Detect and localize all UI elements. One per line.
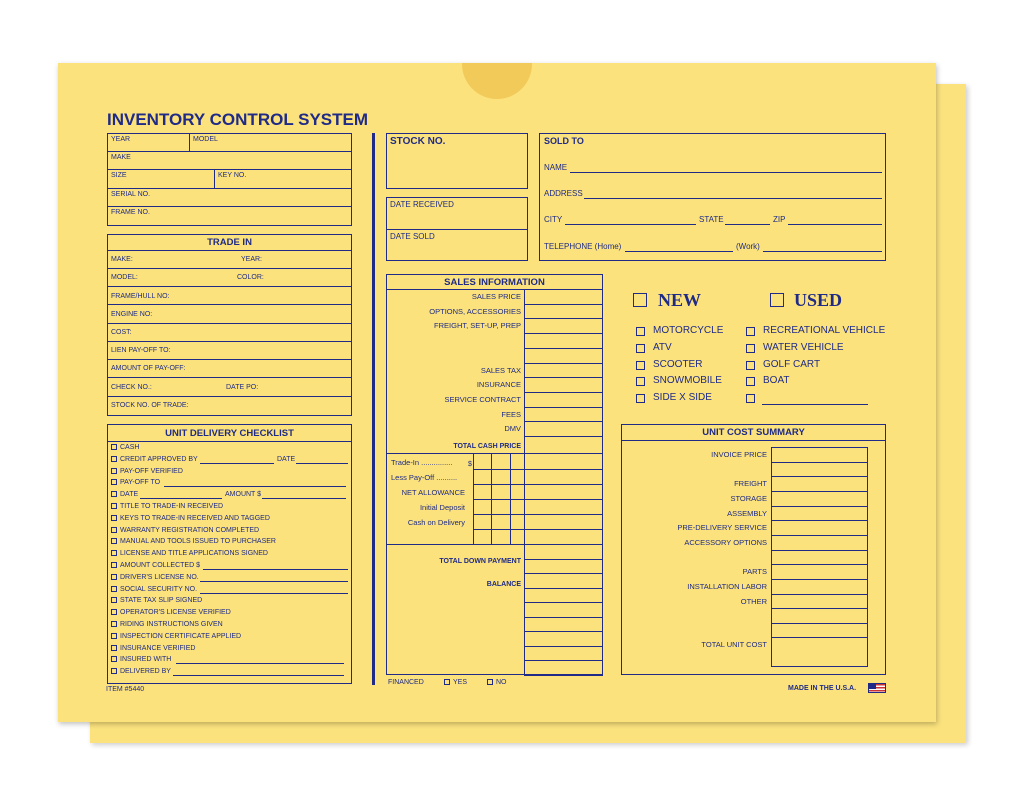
stock-no-label: STOCK NO. [390, 136, 446, 147]
checklist-item[interactable]: INSPECTION CERTIFICATE APPLIED [111, 633, 241, 640]
checklist-amount-inline: AMOUNT $ [225, 491, 262, 499]
vehicle-type-checkbox[interactable] [746, 394, 755, 403]
fill-line[interactable] [200, 593, 348, 594]
sales-row-label: OPTIONS, ACCESSORIES [429, 306, 521, 316]
checkbox[interactable] [111, 456, 117, 462]
trade-model-label: MODEL: [111, 274, 138, 281]
financed-label: FINANCED [388, 679, 424, 686]
checklist-item[interactable]: RIDING INSTRUCTIONS GIVEN [111, 621, 223, 628]
checkbox[interactable] [111, 574, 117, 580]
sold-phone-home-label: TELEPHONE (Home) [544, 242, 622, 251]
fill-line[interactable] [200, 581, 348, 582]
fill-line[interactable] [296, 463, 348, 464]
checkbox[interactable] [111, 562, 117, 568]
vehicle-type-checkbox[interactable] [746, 327, 755, 336]
cost-row-label: INVOICE PRICE [711, 450, 767, 459]
checkbox[interactable] [111, 550, 117, 556]
fill-line[interactable] [173, 675, 344, 676]
sales-row-label: DMV [504, 424, 521, 434]
trade-date-po-label: DATE PO: [226, 384, 259, 391]
trade-row-label: Initial Deposit [419, 503, 465, 512]
fill-line[interactable] [203, 569, 348, 570]
size-label: SIZE [111, 172, 127, 179]
vehicle-type-checkbox[interactable] [636, 361, 645, 370]
sold-state-label: STATE [699, 215, 724, 224]
dollar-sign: $ [468, 461, 472, 468]
checkbox[interactable] [111, 468, 117, 474]
checkbox[interactable] [111, 668, 117, 674]
trade-row-label: Cash on Delivery [407, 518, 465, 527]
checklist-item[interactable]: MANUAL AND TOOLS ISSUED TO PURCHASER [111, 538, 276, 545]
serial-no-label: SERIAL NO. [111, 191, 151, 198]
checklist-item[interactable]: LICENSE AND TITLE APPLICATIONS SIGNED [111, 550, 268, 557]
sold-to-heading: SOLD TO [544, 136, 584, 146]
sold-address-label: ADDRESS [544, 189, 583, 198]
trade-row-label: NET ALLOWANCE [401, 488, 465, 497]
cost-row-label: ASSEMBLY [727, 508, 767, 518]
checklist-item[interactable]: STATE TAX SLIP SIGNED [111, 597, 202, 604]
checklist-item[interactable]: CASH [111, 444, 139, 451]
vehicle-type-checkbox[interactable] [636, 344, 645, 353]
trade-engine-label: ENGINE NO: [111, 311, 153, 318]
used-label: USED [794, 290, 843, 310]
cost-row-label: INSTALLATION LABOR [687, 581, 767, 591]
checklist-item[interactable]: TITLE TO TRADE-IN RECEIVED [111, 503, 223, 510]
new-label: NEW [658, 290, 702, 310]
trade-year-label: YEAR: [241, 256, 263, 263]
sold-phone-work-label: (Work) [736, 242, 760, 251]
make-label: MAKE [111, 154, 131, 161]
vehicle-type-label: BOAT [763, 375, 790, 387]
trade-check-label: CHECK NO.: [111, 384, 152, 391]
made-in-usa: MADE IN THE U.S.A. [788, 685, 857, 692]
sold-name-label: NAME [544, 163, 568, 172]
checkbox[interactable] [111, 633, 117, 639]
trade-stock-label: STOCK NO. OF TRADE: [111, 402, 189, 409]
sales-row-label: FEES [501, 409, 521, 419]
trade-cost-label: COST: [111, 329, 132, 336]
checklist-date-inline: DATE [277, 455, 296, 463]
checkbox[interactable] [111, 491, 117, 497]
item-number: ITEM #5440 [106, 686, 145, 693]
unit-cost-heading: UNIT COST SUMMARY [702, 427, 805, 438]
checkbox[interactable] [111, 609, 117, 615]
checklist-item[interactable]: PAY-OFF TO [111, 479, 160, 486]
cost-row-label: OTHER [740, 596, 767, 606]
checkbox[interactable] [111, 527, 117, 533]
trade-in-heading: TRADE IN [207, 237, 252, 248]
sold-zip-label: ZIP [773, 215, 786, 224]
financed-no-option[interactable]: NO [487, 679, 507, 686]
checklist-item[interactable]: INSURANCE VERIFIED [111, 645, 195, 652]
fill-line[interactable] [164, 486, 346, 487]
vehicle-type-checkbox[interactable] [746, 361, 755, 370]
vehicle-type-checkbox[interactable] [636, 327, 645, 336]
checklist-item[interactable]: SOCIAL SECURITY NO. [111, 586, 197, 593]
checklist-item[interactable]: CREDIT APPROVED BY [111, 456, 198, 463]
vehicle-type-label: SCOOTER [653, 358, 703, 370]
unit-cost-column [771, 447, 868, 667]
cost-row-label: TOTAL UNIT COST [701, 640, 767, 650]
trade-row-label: Less Pay-Off .......... [391, 473, 458, 482]
checkbox[interactable] [111, 586, 117, 592]
cost-row-label: PRE-DELIVERY SERVICE [677, 523, 767, 533]
center-divider [372, 133, 375, 685]
checklist-heading: UNIT DELIVERY CHECKLIST [165, 428, 294, 439]
cost-row-label: PARTS [742, 567, 767, 577]
financed-yes-option[interactable]: YES [444, 679, 467, 686]
checklist-item[interactable]: AMOUNT COLLECTED $ [111, 562, 200, 569]
checklist-item[interactable]: DELIVERED BY [111, 668, 171, 675]
vehicle-type-label: SIDE X SIDE [653, 392, 712, 404]
vehicle-type-label: MOTORCYCLE [653, 325, 724, 336]
checkbox[interactable] [111, 515, 117, 521]
vehicle-type-label: ATV [653, 341, 672, 353]
vehicle-type-label: SNOWMOBILE [653, 375, 722, 387]
fill-line[interactable] [176, 663, 344, 664]
checklist-item[interactable]: KEYS TO TRADE-IN RECEIVED AND TAGGED [111, 515, 270, 522]
checkbox[interactable] [111, 444, 117, 450]
date-received-label: DATE RECEIVED [390, 200, 454, 209]
vehicle-type-checkbox[interactable] [636, 377, 645, 386]
trade-color-label: COLOR: [237, 274, 264, 281]
vehicle-type-checkbox[interactable] [746, 344, 755, 353]
sold-city-label: CITY [544, 215, 563, 224]
checkbox[interactable] [111, 479, 117, 485]
checkbox[interactable] [111, 597, 117, 603]
vehicle-type-label: WATER VEHICLE [763, 341, 844, 353]
sales-row-label: INSURANCE [476, 380, 521, 390]
vehicle-type-label: RECREATIONAL VEHICLE [763, 325, 886, 336]
fill-line[interactable] [200, 463, 274, 464]
trade-amount-label: AMOUNT OF PAY-OFF: [111, 365, 186, 372]
trade-row-label: Trade-In ............... [391, 458, 453, 467]
checkbox[interactable] [111, 538, 117, 544]
trade-lien-label: LIEN PAY-OFF TO: [111, 347, 171, 354]
vehicle-type-checkbox[interactable] [746, 377, 755, 386]
total-down-payment-label: TOTAL DOWN PAYMENT [439, 558, 521, 565]
sales-row-label: SALES TAX [480, 365, 521, 375]
vehicle-type-label: GOLF CART [763, 358, 821, 370]
balance-label: BALANCE [486, 581, 521, 588]
checklist-item[interactable]: WARRANTY REGISTRATION COMPLETED [111, 527, 259, 534]
key-no-label: KEY NO. [218, 172, 247, 179]
checklist-item[interactable]: INSURED WITH [111, 656, 171, 663]
fill-line[interactable] [140, 498, 222, 499]
trade-make-label: MAKE: [111, 256, 133, 263]
cost-row-label: STORAGE [730, 493, 767, 503]
checklist-item[interactable]: DRIVER'S LICENSE NO. [111, 574, 199, 581]
sales-row-label: SALES PRICE [471, 292, 521, 301]
checklist-item[interactable]: PAY-OFF VERIFIED [111, 468, 183, 475]
model-label: MODEL [193, 136, 218, 143]
sales-info-heading: SALES INFORMATION [444, 277, 545, 288]
sales-row-label: SERVICE CONTRACT [444, 394, 521, 404]
cost-row-label: ACCESSORY OPTIONS [684, 537, 767, 547]
new-checkbox[interactable] [633, 293, 647, 307]
checklist-item[interactable]: OPERATOR'S LICENSE VERIFIED [111, 609, 231, 616]
sales-row-label: FREIGHT, SET-UP, PREP [434, 321, 521, 331]
form-title: INVENTORY CONTROL SYSTEM [107, 110, 369, 129]
cost-row-label: FREIGHT [734, 479, 767, 489]
checkbox[interactable] [111, 656, 117, 662]
checkbox[interactable] [111, 621, 117, 627]
checkbox[interactable] [111, 645, 117, 651]
date-sold-label: DATE SOLD [390, 232, 435, 241]
total-cash-price-label: TOTAL CASH PRICE [453, 443, 521, 450]
checklist-item[interactable]: DATE [111, 491, 138, 498]
other-vehicle-line[interactable] [762, 404, 868, 405]
checkbox[interactable] [111, 503, 117, 509]
trade-frame-label: FRAME/HULL NO: [111, 293, 170, 300]
used-checkbox[interactable] [770, 293, 784, 307]
fill-line[interactable] [262, 498, 346, 499]
year-label: YEAR [111, 136, 131, 143]
vehicle-type-checkbox[interactable] [636, 394, 645, 403]
frame-no-label: FRAME NO. [111, 209, 150, 216]
